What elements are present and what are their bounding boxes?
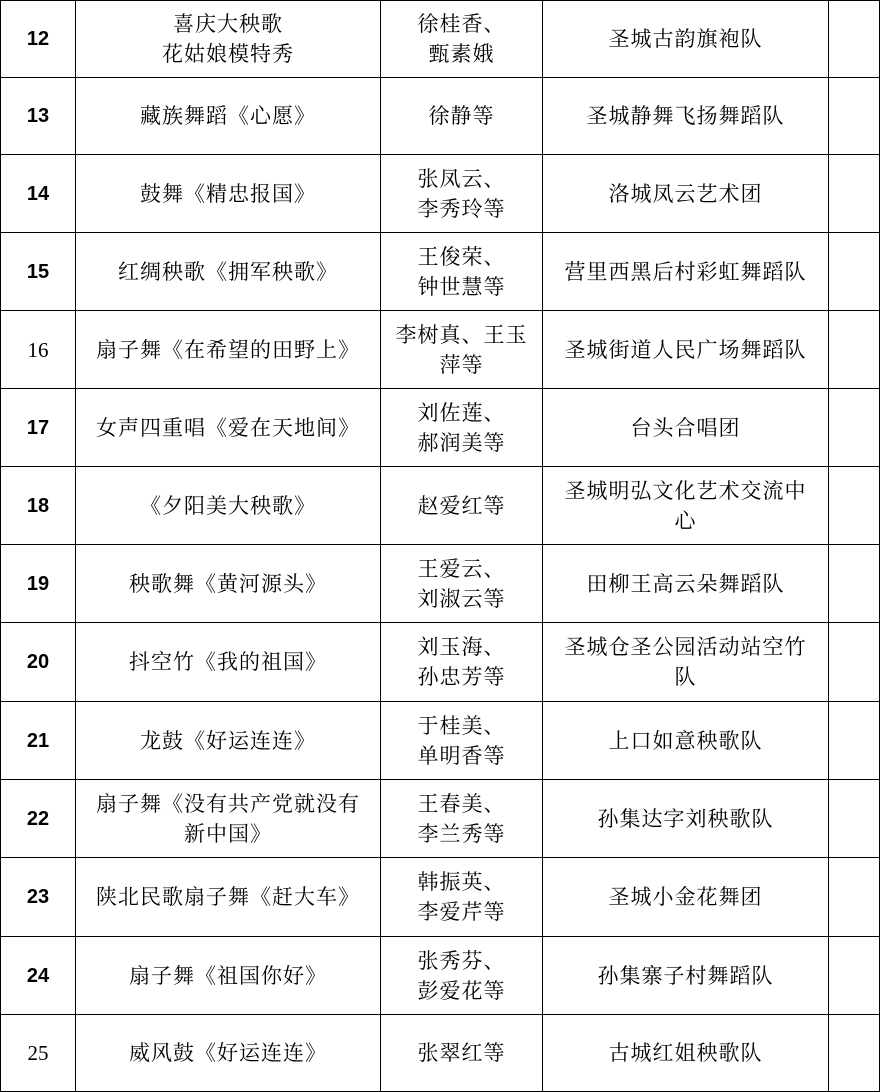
row-number-text: 25 — [27, 1041, 49, 1065]
troupe — [543, 937, 829, 1015]
program-title — [76, 311, 381, 389]
program-title — [76, 467, 381, 545]
performers-line: 张秀芬、 — [417, 948, 506, 973]
program-title-line: 秧歌舞《黄河源头》 — [129, 571, 327, 596]
row-number — [1, 1015, 76, 1092]
program-title — [76, 233, 381, 311]
performers-line: 于桂美、 — [417, 713, 506, 738]
performers — [381, 389, 543, 467]
performers-line: 王春美、 — [417, 791, 506, 816]
row-number — [1, 780, 76, 858]
troupe-line: 圣城古韵旗袍队 — [608, 27, 763, 51]
performers — [381, 1015, 543, 1092]
table-row — [1, 233, 880, 311]
program-title-line: 新中国》 — [184, 821, 272, 846]
table-row — [1, 623, 880, 702]
program-title — [76, 937, 381, 1015]
row-number-text: 24 — [26, 964, 50, 987]
performers-line: 萍等 — [439, 352, 484, 377]
program-title — [76, 1, 381, 78]
troupe — [543, 467, 829, 545]
program-title-line: 藏族舞蹈《心愿》 — [140, 104, 316, 128]
row-number — [1, 858, 76, 937]
performers-line: 王俊荣、 — [417, 244, 506, 269]
troupe — [543, 155, 829, 233]
row-number-text: 17 — [26, 416, 50, 439]
troupe — [543, 545, 829, 623]
performers-line: 刘淑云等 — [417, 586, 506, 611]
table-row — [1, 780, 880, 858]
performers-line: 甄素娥 — [428, 42, 495, 66]
blank-cell — [829, 311, 880, 389]
row-number-text: 21 — [26, 729, 50, 752]
troupe-line: 孙集达字刘秧歌队 — [597, 806, 774, 831]
troupe-line: 队 — [674, 665, 697, 689]
row-number — [1, 155, 76, 233]
performers-line: 钟世慧等 — [417, 274, 506, 299]
row-number — [1, 389, 76, 467]
performers-line: 张翠红等 — [417, 1041, 506, 1065]
performers-line: 孙忠芳等 — [417, 665, 506, 689]
program-title-line: 鼓舞《精忠报国》 — [140, 181, 316, 206]
performers-line: 徐静等 — [428, 104, 495, 128]
table-row — [1, 78, 880, 155]
troupe — [543, 311, 829, 389]
program-title-line: 威风鼓《好运连连》 — [129, 1041, 327, 1065]
program-title-line: 花姑娘模特秀 — [162, 42, 294, 66]
row-number — [1, 1, 76, 78]
program-title — [76, 155, 381, 233]
program-title — [76, 780, 381, 858]
troupe-line: 圣城静舞飞扬舞蹈队 — [586, 104, 785, 128]
program-title — [76, 623, 381, 702]
troupe-line: 圣城明弘文化艺术交流中 — [564, 478, 807, 503]
row-number-text: 12 — [26, 28, 50, 50]
troupe-line: 营里西黑后村彩虹舞蹈队 — [564, 259, 807, 284]
row-number-text: 15 — [26, 260, 50, 283]
table-row — [1, 467, 880, 545]
program-title — [76, 78, 381, 155]
performers-line: 李兰秀等 — [417, 821, 506, 846]
table-row — [1, 702, 880, 780]
troupe — [543, 389, 829, 467]
troupe — [543, 78, 829, 155]
troupe-line: 孙集寨子村舞蹈队 — [597, 963, 774, 988]
troupe — [543, 1015, 829, 1092]
troupe — [543, 702, 829, 780]
program-title-line: 女声四重唱《爱在天地间》 — [96, 415, 360, 440]
blank-cell — [829, 858, 880, 937]
blank-cell — [829, 233, 880, 311]
performers-line: 韩振英、 — [417, 870, 506, 894]
performers — [381, 467, 543, 545]
row-number-text: 20 — [26, 651, 50, 673]
performers-line: 李爱芹等 — [417, 900, 506, 924]
row-number — [1, 467, 76, 545]
troupe-line: 上口如意秧歌队 — [608, 728, 763, 753]
performers — [381, 1, 543, 78]
program-title — [76, 389, 381, 467]
table-row — [1, 858, 880, 937]
blank-cell — [829, 389, 880, 467]
troupe-line: 圣城小金花舞团 — [608, 885, 763, 909]
program-title-line: 龙鼓《好运连连》 — [140, 728, 316, 753]
program-title-line: 抖空竹《我的祖国》 — [129, 650, 327, 674]
table-row — [1, 545, 880, 623]
row-number — [1, 78, 76, 155]
row-number-text: 19 — [26, 572, 50, 595]
troupe — [543, 780, 829, 858]
row-number — [1, 545, 76, 623]
row-number — [1, 233, 76, 311]
row-number-text: 22 — [26, 807, 50, 830]
troupe — [543, 233, 829, 311]
performers — [381, 858, 543, 937]
row-number-text: 14 — [26, 182, 50, 205]
blank-cell — [829, 623, 880, 702]
table-row — [1, 1, 880, 78]
performers — [381, 937, 543, 1015]
program-title-line: 喜庆大秧歌 — [173, 12, 283, 36]
program-title-line: 《夕阳美大秧歌》 — [140, 493, 316, 518]
troupe-line: 圣城街道人民广场舞蹈队 — [564, 337, 807, 362]
troupe-line: 田柳王高云朵舞蹈队 — [586, 571, 785, 596]
table-row — [1, 155, 880, 233]
troupe-line: 台头合唱团 — [630, 415, 741, 440]
performers — [381, 702, 543, 780]
performers — [381, 233, 543, 311]
program-title-line: 扇子舞《祖国你好》 — [129, 963, 327, 988]
blank-cell — [829, 467, 880, 545]
performers-line: 彭爱花等 — [417, 978, 506, 1003]
performers-line: 赵爱红等 — [417, 493, 506, 518]
performers — [381, 78, 543, 155]
blank-cell — [829, 78, 880, 155]
table-row — [1, 389, 880, 467]
row-number-text: 18 — [26, 494, 50, 517]
troupe — [543, 623, 829, 702]
table-row — [1, 1015, 880, 1092]
performers-line: 郝润美等 — [417, 430, 506, 455]
performers-line: 刘玉海、 — [417, 635, 506, 659]
performers — [381, 311, 543, 389]
row-number-text: 16 — [27, 337, 49, 362]
row-number — [1, 702, 76, 780]
program-title — [76, 1015, 381, 1092]
table-row — [1, 937, 880, 1015]
performers-line: 单明香等 — [417, 743, 506, 768]
performers-line: 王爱云、 — [417, 556, 506, 581]
row-number-text: 13 — [26, 105, 50, 127]
performers-line: 刘佐莲、 — [417, 400, 506, 425]
troupe-line: 圣城仓圣公园活动站空竹 — [564, 635, 807, 659]
program-title — [76, 702, 381, 780]
blank-cell — [829, 155, 880, 233]
blank-cell — [829, 780, 880, 858]
row-number — [1, 937, 76, 1015]
performers-line: 徐桂香、 — [417, 12, 506, 36]
troupe — [543, 858, 829, 937]
program-title — [76, 858, 381, 937]
performers — [381, 780, 543, 858]
performers-line: 李树真、王玉 — [395, 322, 528, 347]
performers — [381, 545, 543, 623]
performers-line: 张凤云、 — [417, 166, 506, 191]
program-table-body — [1, 1, 880, 1092]
table-row — [1, 311, 880, 389]
blank-cell — [829, 702, 880, 780]
program-title — [76, 545, 381, 623]
row-number — [1, 311, 76, 389]
troupe-line: 心 — [674, 508, 697, 533]
program-title-line: 扇子舞《在希望的田野上》 — [96, 337, 360, 362]
blank-cell — [829, 1, 880, 78]
blank-cell — [829, 545, 880, 623]
performers — [381, 623, 543, 702]
performers — [381, 155, 543, 233]
program-title-line: 陕北民歌扇子舞《赶大车》 — [96, 885, 360, 909]
row-number-text: 23 — [26, 886, 50, 908]
program-title-line: 扇子舞《没有共产党就没有 — [96, 791, 360, 816]
troupe-line: 洛城凤云艺术团 — [608, 181, 763, 206]
blank-cell — [829, 937, 880, 1015]
blank-cell — [829, 1015, 880, 1092]
troupe-line: 古城红姐秧歌队 — [608, 1041, 763, 1065]
row-number — [1, 623, 76, 702]
troupe — [543, 1, 829, 78]
program-title-line: 红绸秧歌《拥军秧歌》 — [118, 259, 338, 284]
performers-line: 李秀玲等 — [417, 196, 506, 221]
